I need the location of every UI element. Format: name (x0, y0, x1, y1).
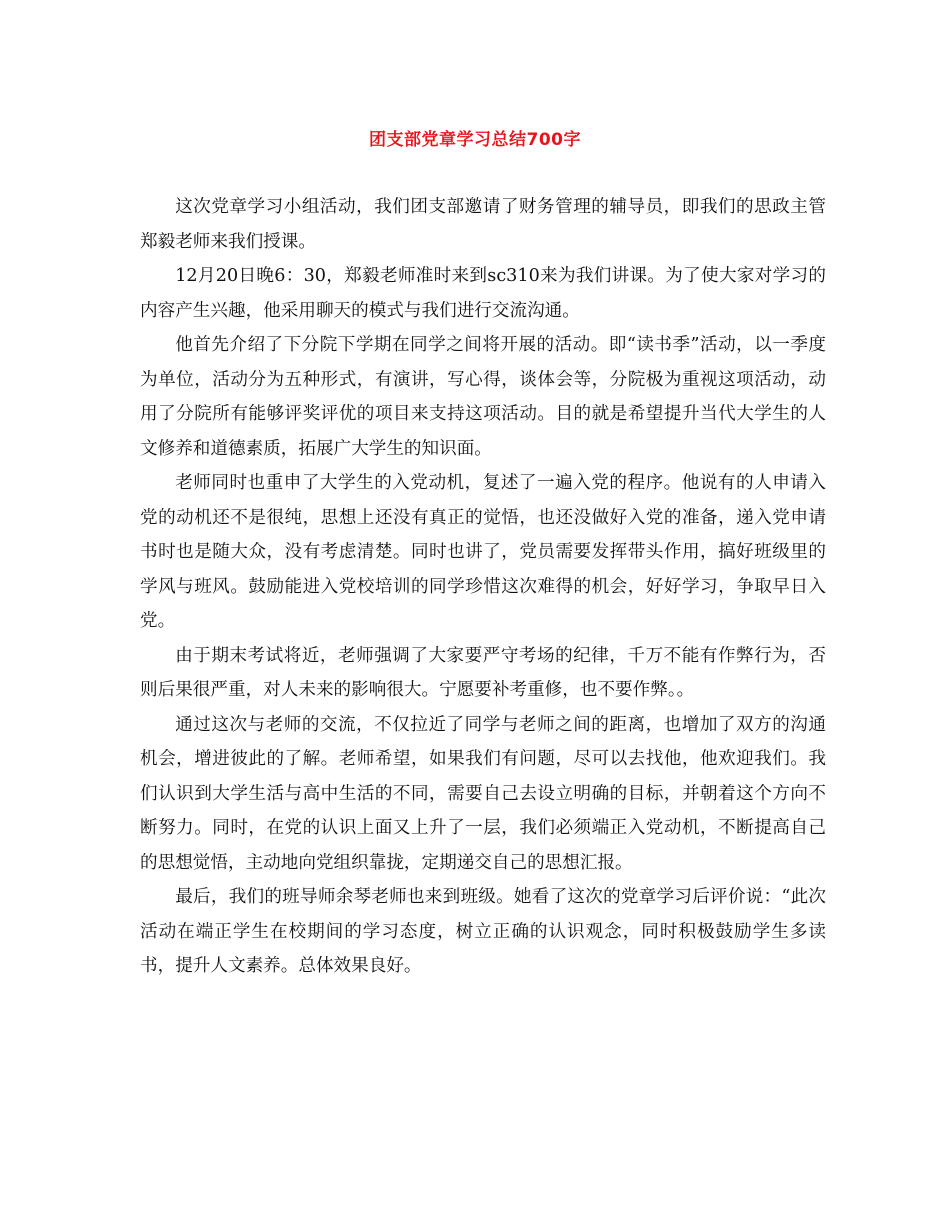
paragraph-2: 12月20日晚6：30，郑毅老师准时来到sc310来为我们讲课。为了使大家对学习的内容产生兴趣，他采用聊天的模式与我们进行交流沟通。 (140, 266, 826, 321)
paragraph-7: 最后，我们的班导师余琴老师也来到班级。她看了这次的党章学习后评价说：“此次活动在端正学生在校期间的学习态度，树立正确的认识观念，同时积极鼓励学生多读书，提升人文素养。总体效果良好。 (140, 887, 826, 976)
document-body (140, 190, 826, 984)
paragraph-4: 老师同时也重申了大学生的入党动机，复述了一遍入党的程序。他说有的人申请入党的动机还不是很纯，思想上还没有真正的觉悟，也还没做好入党的准备，递入党申请书时也是随大众，没有考虑清楚。同时也讲了，党员需要发挥带头作用，搞好班级里的学风与班风。鼓励能进入党校培训的同学珍惜这次难得的机会，好好学习，争取早日入党。 (140, 473, 826, 631)
paragraph-1: 这次党章学习小组活动，我们团支部邀请了财务管理的辅导员，即我们的思政主管郑毅老师来我们授课。 (140, 197, 826, 252)
document-title: 团支部党章学习总结700字 (369, 130, 581, 150)
paragraph-5: 由于期末考试将近，老师强调了大家要严守考场的纪律，千万不能有作弊行为，否则后果很严重，对人未来的影响很大。宁愿要补考重修，也不要作弊。。 (140, 645, 826, 700)
paragraph-6: 通过这次与老师的交流，不仅拉近了同学与老师之间的距离，也增加了双方的沟通机会，增进彼此的了解。老师希望，如果我们有问题，尽可以去找他，他欢迎我们。我们认识到大学生活与高中生活的不同，需要自己去设立明确的目标，并朝着这个方向不断努力。同时，在党的认识上面又上升了一层，我们必须端正入党动机，不断提高自己的思想觉悟，主动地向党组织靠拢，定期递交自己的思想汇报。 (140, 714, 826, 873)
paragraph-3: 他首先介绍了下分院下学期在同学之间将开展的活动。即“读书季”活动，以一季度为单位，活动分为五种形式，有演讲，写心得，谈体会等，分院极为重视这项活动，动用了分院所有能够评奖评优的项目来支持这项活动。目的就是希望提升当代大学生的人文修养和道德素质，拓展广大学生的知识面。 (140, 335, 826, 459)
